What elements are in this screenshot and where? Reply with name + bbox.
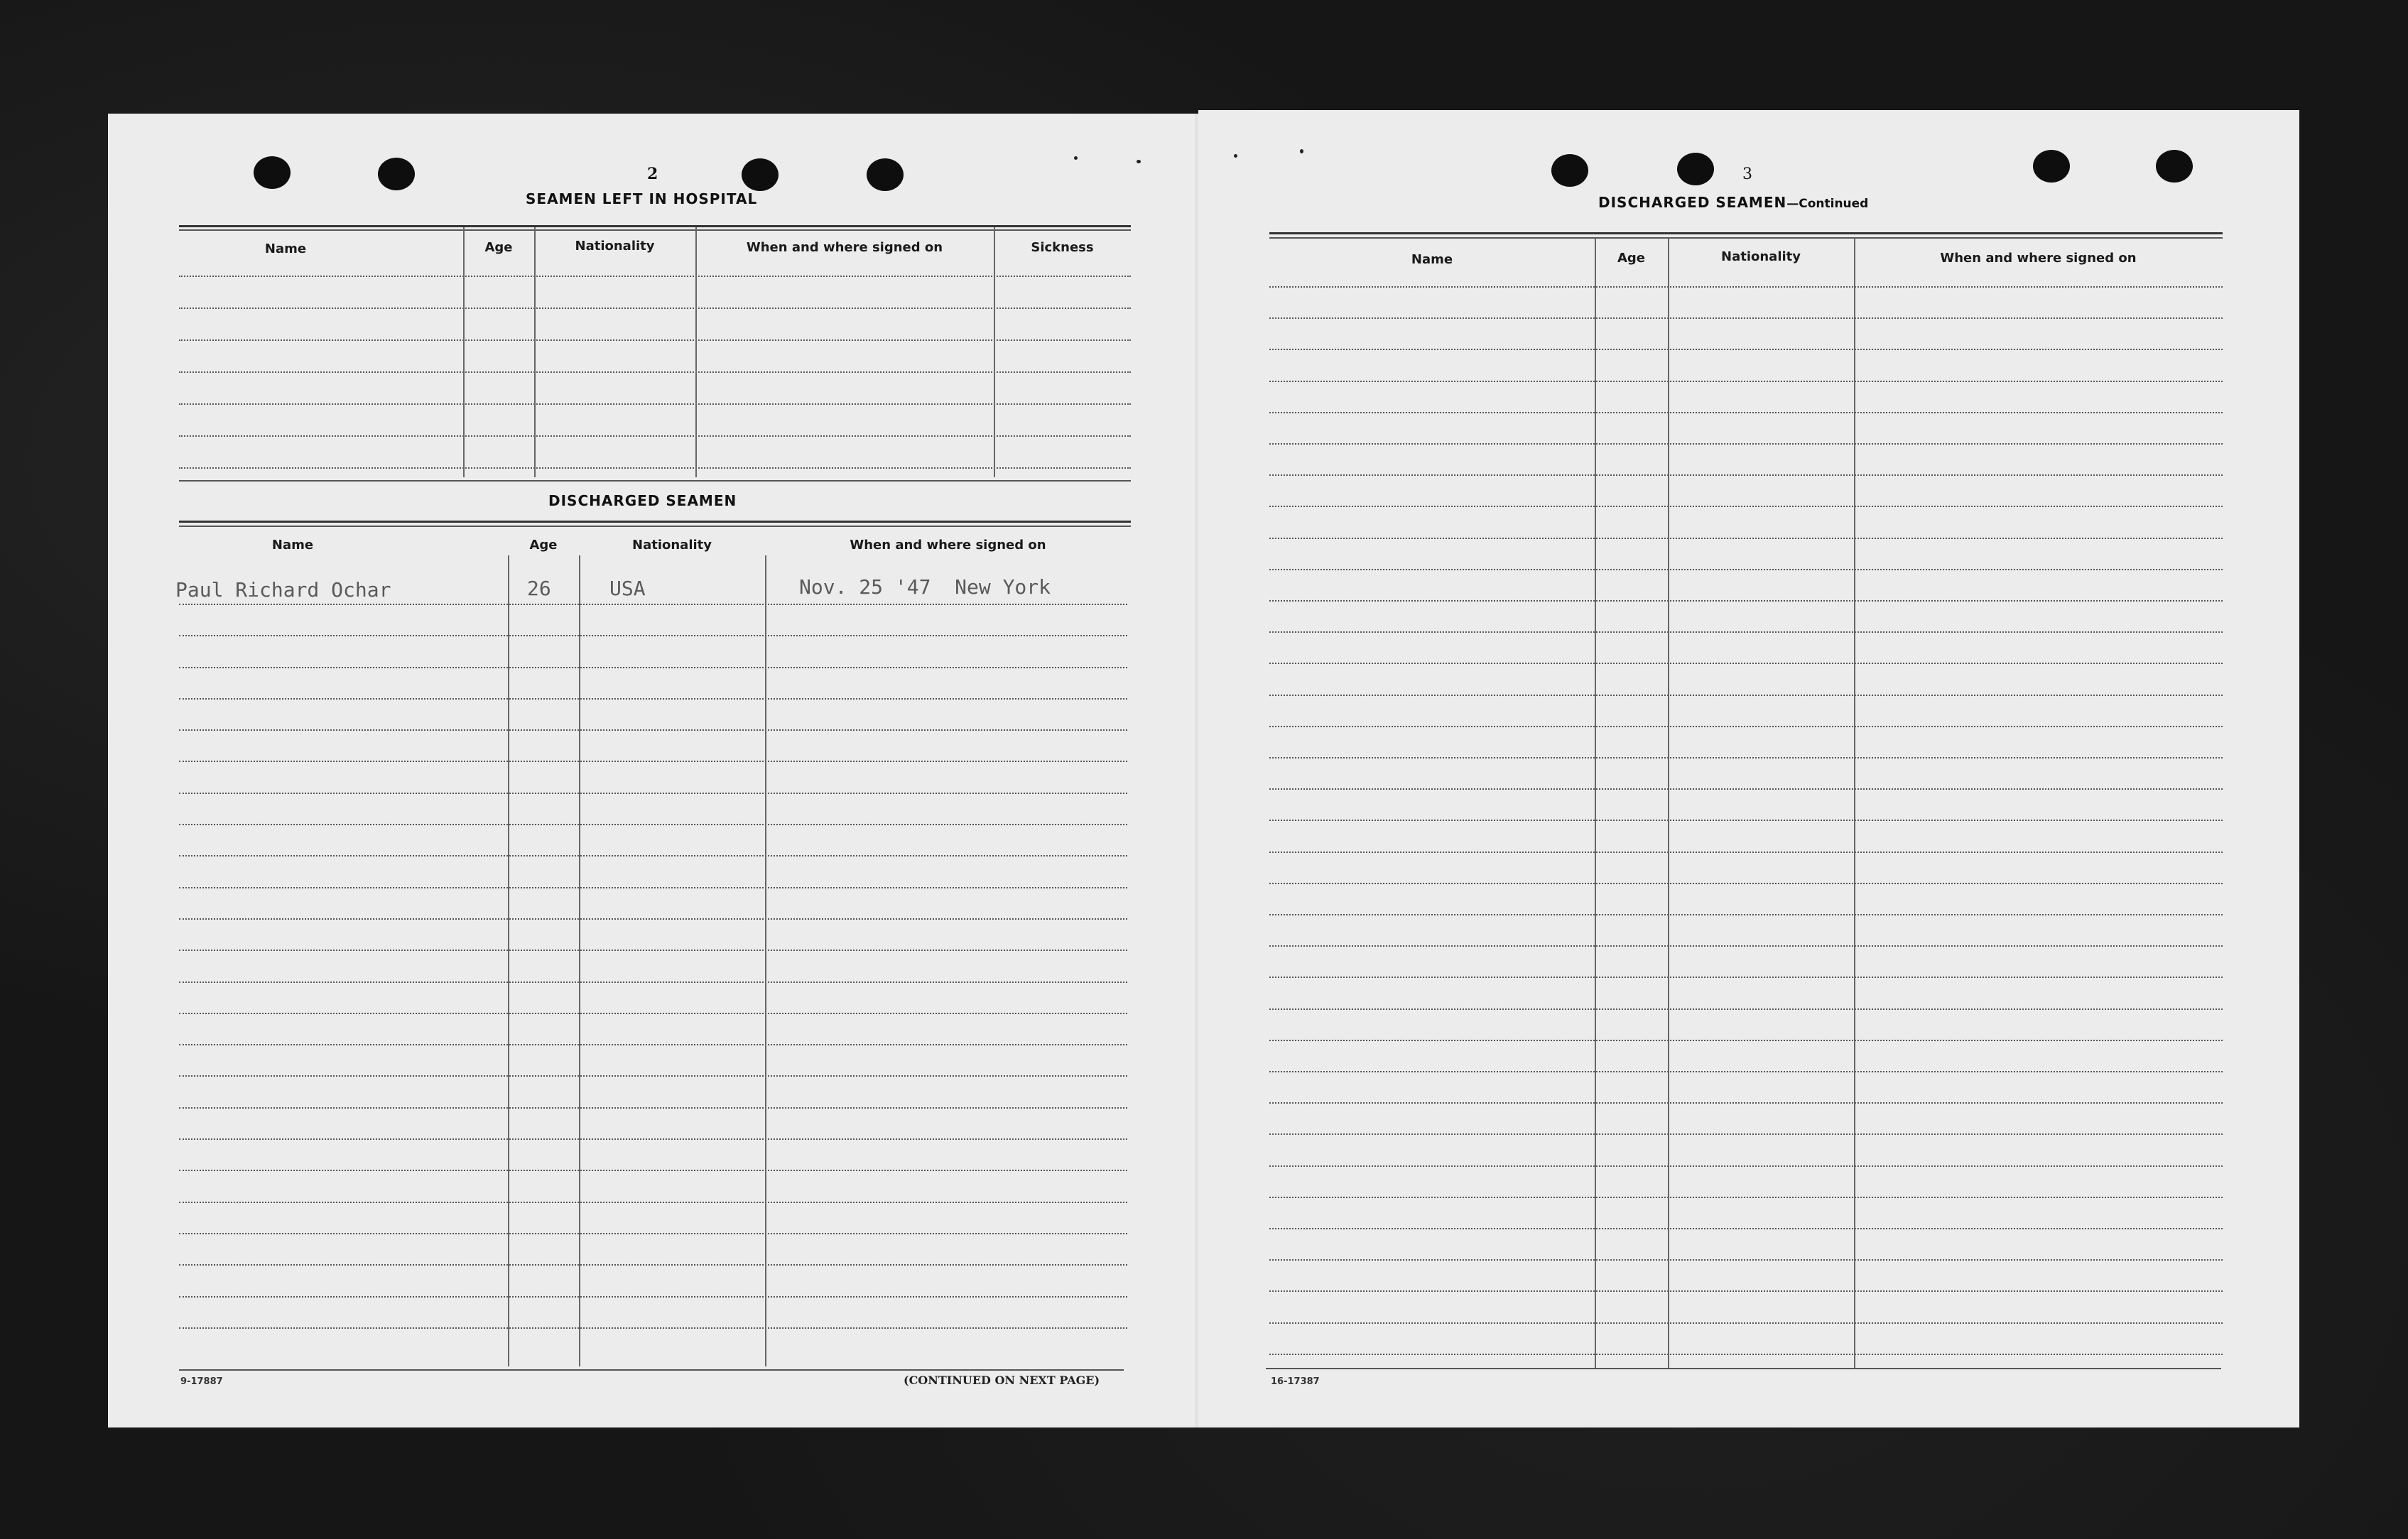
ruled-line	[1269, 820, 2223, 821]
ruled-line	[1269, 977, 2223, 978]
ruled-line	[179, 918, 1127, 920]
column-divider	[994, 227, 995, 477]
ruled-line	[179, 1233, 1127, 1234]
discharged-col-name: Name	[271, 538, 314, 553]
column-divider	[534, 227, 536, 477]
discharged-continued-title	[1598, 194, 1868, 211]
ruled-line	[179, 1170, 1127, 1171]
column-divider	[695, 227, 697, 477]
hospital-col-age: Age	[484, 240, 513, 255]
ruled-line	[1269, 1102, 2223, 1104]
punch-hole	[378, 158, 415, 190]
left-page	[108, 114, 1198, 1427]
punch-hole	[2156, 150, 2193, 183]
ruled-line	[179, 1202, 1127, 1203]
ruled-line	[179, 1044, 1127, 1045]
section-title-main: DISCHARGED SEAMEN	[1598, 194, 1787, 211]
ruled-line	[1269, 1197, 2223, 1198]
punch-hole	[2033, 150, 2070, 183]
ruled-line	[179, 981, 1127, 983]
seaman-name-entry: Paul Richard Ochar	[175, 578, 391, 602]
ruled-line	[179, 950, 1127, 951]
ruled-line	[179, 604, 1127, 605]
ruled-line	[179, 1296, 1127, 1298]
paper-speck	[1234, 154, 1237, 158]
ruled-line	[1269, 631, 2223, 633]
ruled-line	[179, 887, 1127, 888]
ruled-line	[179, 1075, 1127, 1077]
ruled-line	[179, 308, 1131, 309]
punch-hole	[1551, 154, 1588, 187]
ruled-line	[179, 1107, 1127, 1109]
form-number: 9-17887	[180, 1376, 223, 1387]
ruled-line	[179, 824, 1127, 825]
ruled-line	[1269, 1322, 2223, 1324]
right-page	[1198, 110, 2299, 1427]
column-divider	[1595, 238, 1596, 1369]
ruled-line	[1269, 443, 2223, 445]
ruled-line	[1269, 1008, 2223, 1010]
hospital-col-name: Name	[264, 241, 307, 256]
ruled-line	[179, 1138, 1127, 1140]
ruled-line	[179, 1264, 1127, 1266]
punch-hole	[867, 158, 904, 191]
seaman-signed-on-entry: Nov. 25 '47 New York	[799, 575, 1051, 599]
ruled-line	[1269, 286, 2223, 288]
table-rule	[179, 1369, 1124, 1371]
ruled-line	[1269, 852, 2223, 853]
ruled-line	[1269, 506, 2223, 507]
ruled-line	[179, 667, 1127, 668]
ruled-line	[1269, 726, 2223, 727]
seaman-nationality-entry: USA	[609, 577, 646, 600]
paper-speck	[1300, 149, 1303, 153]
continued-col-nationality: Nationality	[1721, 249, 1801, 264]
hospital-col-signed-on: When and where signed on	[746, 240, 943, 255]
ruled-line	[1269, 788, 2223, 790]
ruled-line	[1269, 317, 2223, 319]
ruled-line	[1269, 412, 2223, 413]
ruled-line	[1269, 663, 2223, 664]
ruled-line	[1269, 381, 2223, 382]
seaman-age-entry: 26	[527, 577, 551, 600]
continued-col-age: Age	[1617, 251, 1646, 266]
continued-col-name: Name	[1411, 252, 1453, 267]
section-title-continued: —Continued	[1786, 197, 1869, 211]
table-rule	[1266, 1368, 2221, 1369]
ruled-line	[1269, 1259, 2223, 1261]
table-rule	[179, 526, 1131, 527]
ruled-line	[179, 403, 1131, 405]
ruled-line	[179, 729, 1127, 731]
ruled-line	[1269, 695, 2223, 696]
ruled-line	[179, 371, 1131, 373]
ruled-line	[1269, 1228, 2223, 1229]
discharged-col-nationality: Nationality	[632, 538, 712, 553]
ruled-line	[1269, 914, 2223, 915]
ruled-line	[1269, 349, 2223, 350]
ruled-line	[179, 761, 1127, 762]
ruled-line	[1269, 1040, 2223, 1041]
paper-speck	[1074, 156, 1078, 160]
ruled-line	[1269, 600, 2223, 602]
ruled-line	[1269, 945, 2223, 947]
column-divider	[579, 555, 580, 1366]
ruled-line	[179, 793, 1127, 794]
table-rule	[179, 521, 1131, 523]
punch-hole	[742, 158, 779, 191]
ruled-line	[179, 467, 1131, 469]
ruled-line	[1269, 1290, 2223, 1292]
page-number: 2	[647, 165, 658, 183]
table-rule	[179, 225, 1131, 227]
ruled-line	[1269, 1354, 2223, 1355]
ruled-line	[1269, 1133, 2223, 1135]
ruled-line	[1269, 1165, 2223, 1167]
table-rule	[179, 229, 1131, 231]
page-number: 3	[1742, 165, 1752, 183]
ruled-line	[1269, 569, 2223, 570]
table-rule	[179, 480, 1131, 482]
ruled-line	[1269, 1071, 2223, 1072]
punch-hole	[1677, 153, 1714, 185]
ruled-line	[1269, 538, 2223, 539]
table-rule	[1269, 237, 2223, 239]
discharged-col-signed-on: When and where signed on	[850, 538, 1046, 553]
ruled-line	[179, 276, 1131, 277]
continued-note: (CONTINUED ON NEXT PAGE)	[904, 1374, 1100, 1387]
hospital-col-nationality: Nationality	[575, 239, 655, 254]
form-number: 16-17387	[1271, 1376, 1320, 1387]
punch-hole	[254, 156, 291, 189]
hospital-section-title: SEAMEN LEFT IN HOSPITAL	[526, 190, 758, 207]
discharged-col-age: Age	[529, 538, 558, 553]
ruled-line	[1269, 883, 2223, 884]
ruled-line	[1269, 757, 2223, 758]
column-divider	[765, 555, 766, 1366]
ruled-line	[179, 1327, 1127, 1329]
ruled-line	[179, 1013, 1127, 1014]
discharged-section-title: DISCHARGED SEAMEN	[548, 492, 737, 509]
ruled-line	[179, 435, 1131, 437]
column-divider	[463, 227, 465, 477]
continued-col-signed-on: When and where signed on	[1940, 251, 2137, 266]
hospital-col-sickness: Sickness	[1031, 240, 1094, 255]
ruled-line	[179, 855, 1127, 856]
paper-speck	[1137, 160, 1141, 163]
ruled-line	[1269, 474, 2223, 476]
ruled-line	[179, 635, 1127, 636]
ruled-line	[179, 698, 1127, 700]
column-divider	[508, 555, 509, 1366]
table-rule	[1269, 232, 2223, 234]
ruled-line	[179, 339, 1131, 341]
column-divider	[1668, 238, 1669, 1369]
column-divider	[1854, 238, 1855, 1369]
